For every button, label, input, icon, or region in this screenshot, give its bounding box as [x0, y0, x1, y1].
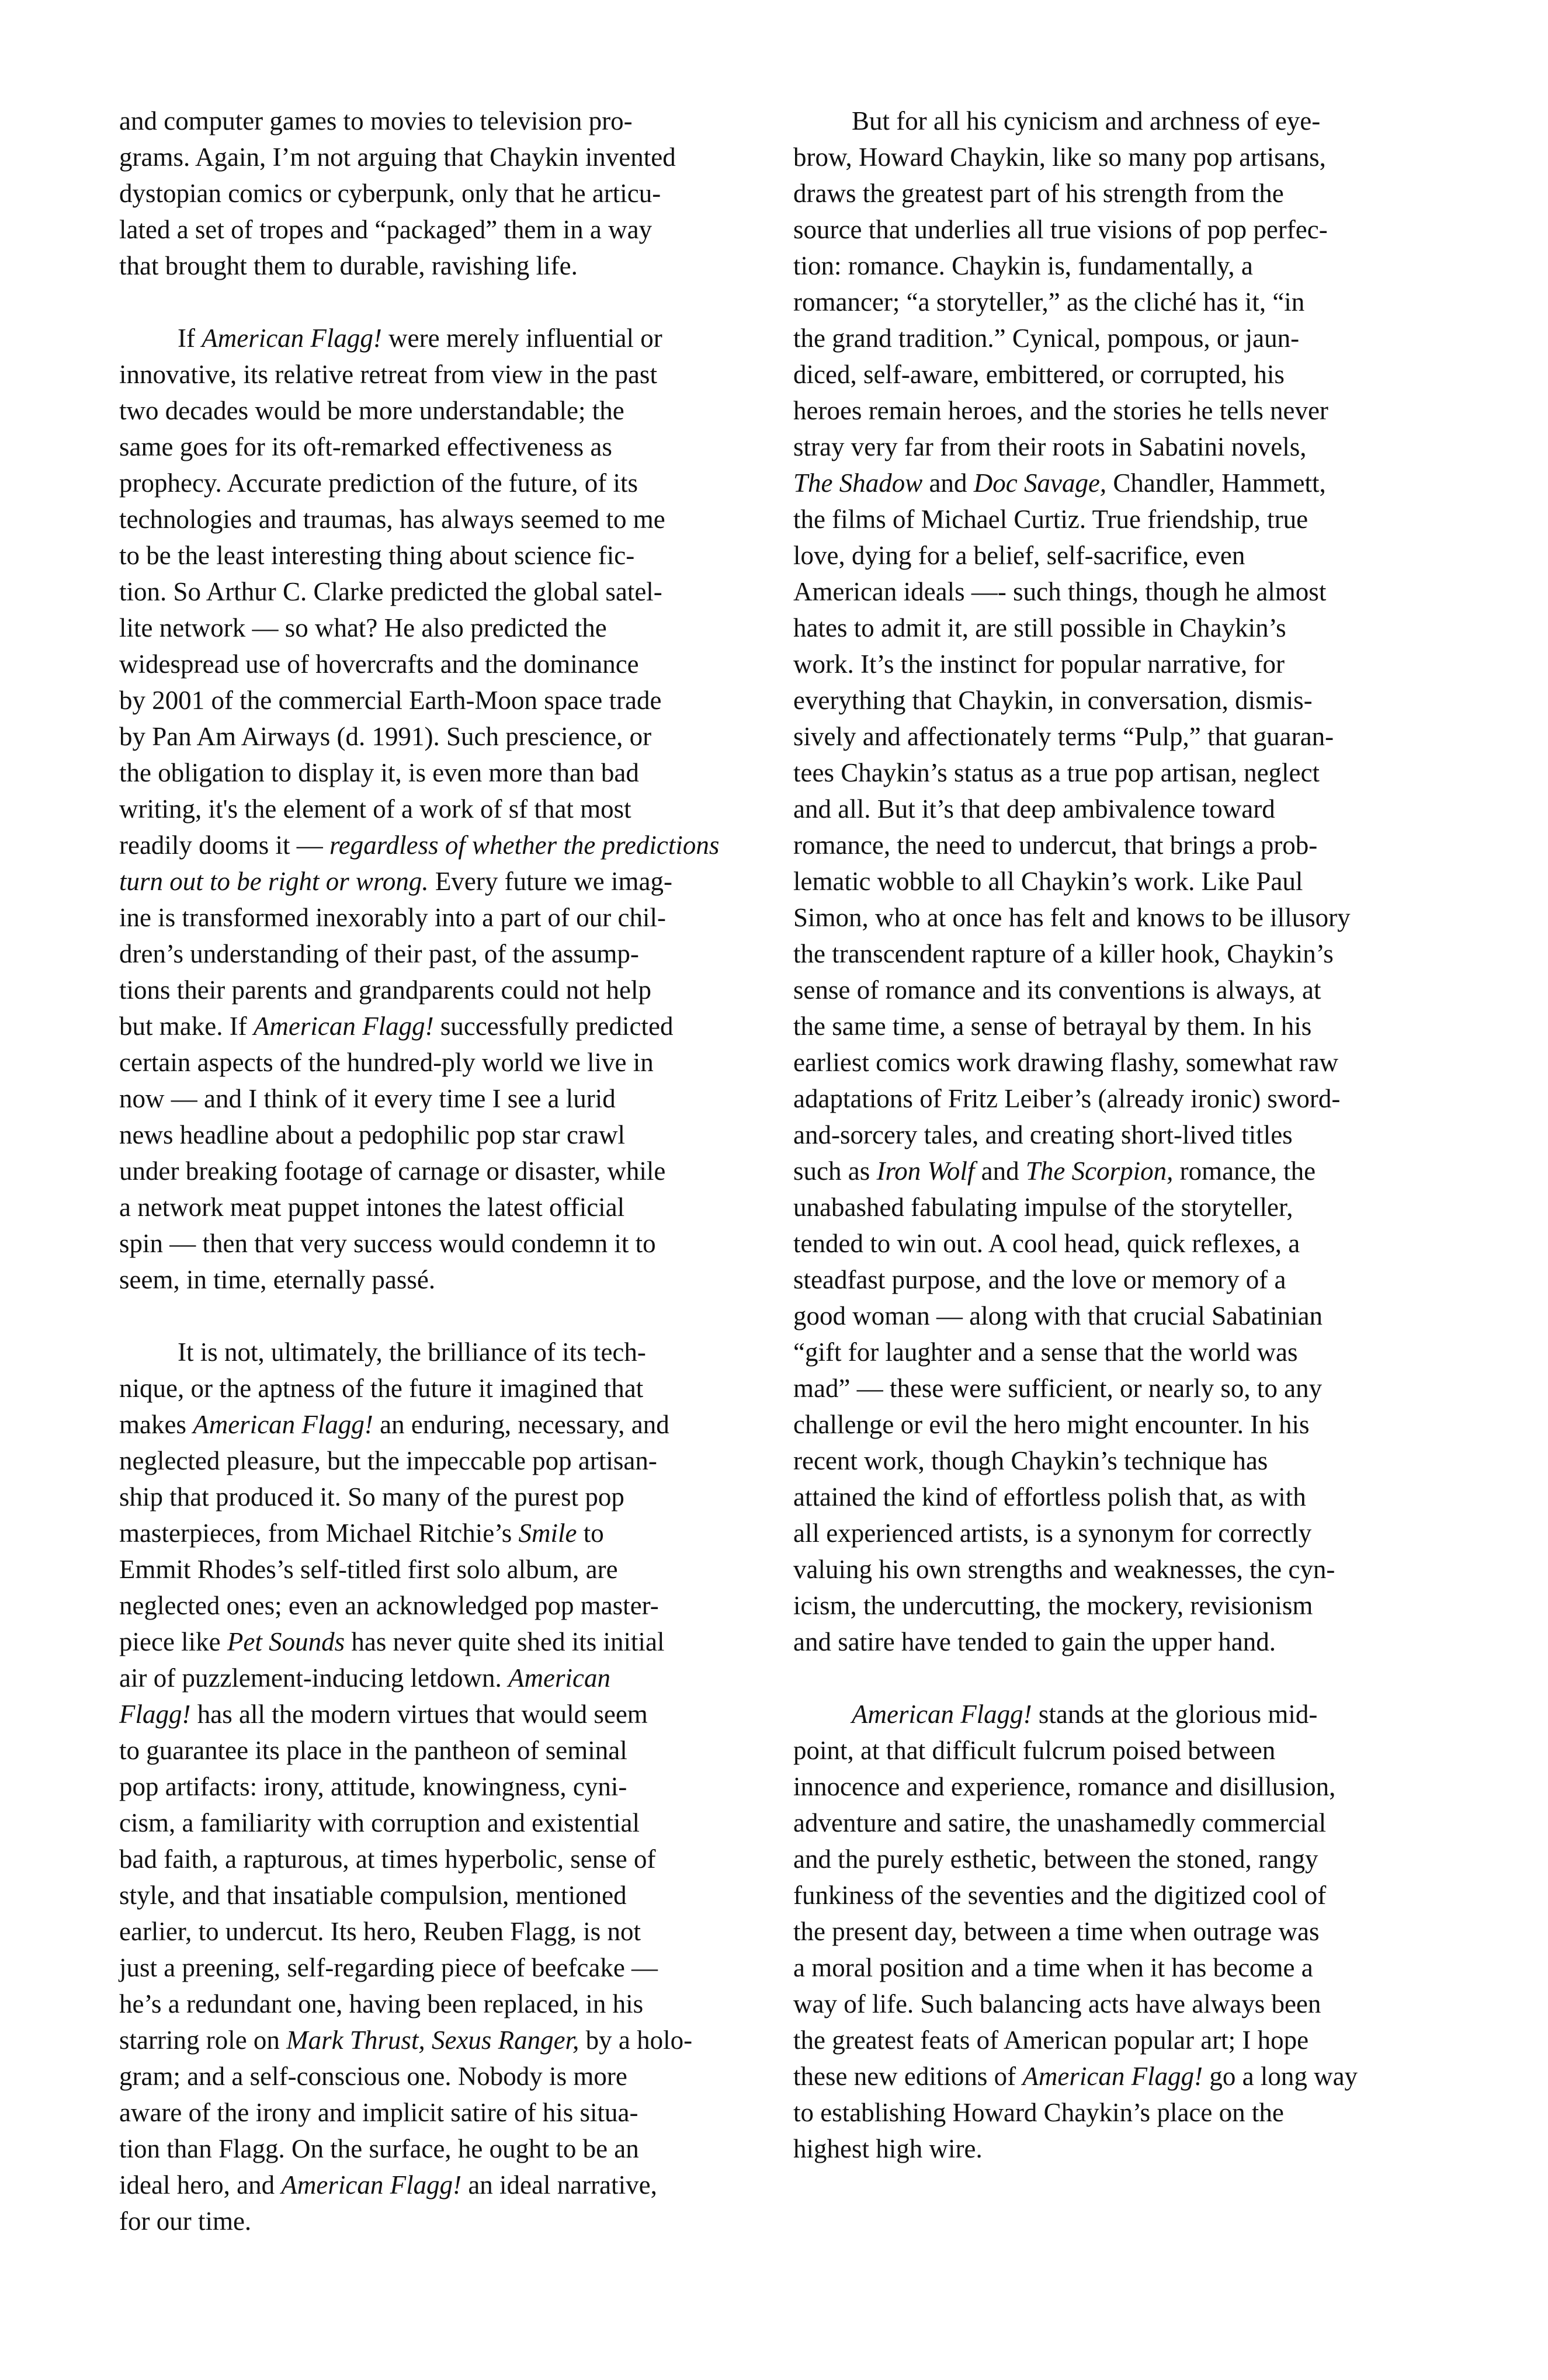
text-line: point, at that difficult fulcrum poised between	[793, 1736, 1276, 1765]
text-line: the present day, between a time when outrage was	[793, 1917, 1320, 1946]
text-line: mad” — these were sufficient, or nearly so, to any	[793, 1374, 1323, 1403]
text-line: good woman — along with that crucial Sabatinian	[793, 1301, 1323, 1330]
text-line: Simon, who at once has felt and knows to be illusory	[793, 903, 1351, 932]
text-line: air of puzzlement-inducing letdown. American	[119, 1663, 610, 1693]
text-line: tees Chaykin’s status as a true pop artisan, neglect	[793, 758, 1320, 787]
text-line: same goes for its oft-remarked effectiveness as	[119, 432, 612, 461]
text-line: funkiness of the seventies and the digitized cool of	[793, 1881, 1327, 1910]
text-line: technologies and traumas, has always seemed to me	[119, 505, 665, 534]
text-line: such as Iron Wolf and The Scorpion, romance, the	[793, 1156, 1316, 1186]
text-line: style, and that insatiable compulsion, mentioned	[119, 1881, 627, 1910]
text-line: highest high wire.	[793, 2134, 983, 2163]
text-line: writing, it's the element of a work of sf that most	[119, 794, 631, 824]
text-line: The Shadow and Doc Savage, Chandler, Hammett,	[793, 468, 1326, 498]
text-line: ideal hero, and American Flagg! an ideal narrative,	[119, 2170, 657, 2200]
paragraph-gap	[793, 1660, 1436, 1696]
text-line: ine is transformed inexorably into a part of our chil-	[119, 903, 666, 932]
text-line: tended to win out. A cool head, quick reflexes, a	[793, 1229, 1300, 1258]
text-line: challenge or evil the hero might encounter. In his	[793, 1410, 1310, 1439]
text-line: that brought them to durable, ravishing life.	[119, 251, 578, 280]
text-line: and the purely esthetic, between the stoned, rangy	[793, 1844, 1318, 1874]
paragraph	[793, 103, 1436, 1660]
text-line: grams. Again, I’m not arguing that Chaykin invented	[119, 143, 676, 172]
text-line: icism, the undercutting, the mockery, revisionism	[793, 1591, 1313, 1620]
text-line: two decades would be more understandable; the	[119, 396, 624, 425]
paragraph	[119, 320, 744, 1298]
text-line: hates to admit it, are still possible in Chaykin’s	[793, 613, 1286, 642]
text-line: tion. So Arthur C. Clarke predicted the global satel-	[119, 577, 662, 606]
text-line: starring role on Mark Thrust, Sexus Ranger, by a holo-	[119, 2025, 693, 2055]
text-line: lematic wobble to all Chaykin’s work. Like Paul	[793, 867, 1303, 896]
text-line: cism, a familiarity with corruption and existential	[119, 1808, 640, 1837]
text-line: for our time.	[119, 2207, 252, 2236]
text-line: earliest comics work drawing flashy, somewhat raw	[793, 1048, 1339, 1077]
text-line: source that underlies all true visions of pop perfec-	[793, 215, 1328, 244]
text-line: the greatest feats of American popular art; I hope	[793, 2025, 1309, 2055]
text-line: tions their parents and grandparents could not help	[119, 975, 652, 1005]
text-line: dren’s understanding of their past, of the assump-	[119, 939, 639, 968]
text-line: valuing his own strengths and weaknesses, the cyn-	[793, 1555, 1335, 1584]
text-line: romance, the need to undercut, that brings a prob-	[793, 831, 1318, 860]
text-line: romancer; “a storyteller,” as the cliché has it, “in	[793, 287, 1305, 317]
text-line: ship that produced it. So many of the purest pop	[119, 1482, 624, 1512]
text-line: way of life. Such balancing acts have always been	[793, 1989, 1321, 2018]
text-line: the grand tradition.” Cynical, pompous, or jaun-	[793, 324, 1300, 353]
text-line: all experienced artists, is a synonym for correctly	[793, 1519, 1312, 1548]
text-line: and satire have tended to gain the upper hand.	[793, 1627, 1276, 1656]
text-line: seem, in time, eternally passé.	[119, 1265, 436, 1294]
text-line: neglected ones; even an acknowledged pop master-	[119, 1591, 659, 1620]
text-line: tion: romance. Chaykin is, fundamentally, a	[793, 251, 1253, 280]
text-line: piece like Pet Sounds has never quite shed its initial	[119, 1627, 665, 1656]
text-line: now — and I think of it every time I see a lurid	[119, 1084, 616, 1113]
paragraph-gap	[119, 284, 744, 320]
text-line: and-sorcery tales, and creating short-lived titles	[793, 1120, 1293, 1149]
text-line: spin — then that very success would condemn it to	[119, 1229, 656, 1258]
paragraph	[119, 103, 744, 284]
text-line: news headline about a pedophilic pop star crawl	[119, 1120, 625, 1149]
text-line: But for all his cynicism and archness of eye-	[852, 106, 1321, 135]
text-line: just a preening, self-regarding piece of beefcake —	[119, 1953, 658, 1982]
text-line: to establishing Howard Chaykin’s place on the	[793, 2098, 1284, 2127]
text-line: a network meat puppet intones the latest official	[119, 1193, 625, 1222]
text-line: prophecy. Accurate prediction of the future, of its	[119, 468, 638, 498]
text-line: dystopian comics or cyberpunk, only that he articu-	[119, 179, 661, 208]
text-line: sense of romance and its conventions is always, at	[793, 975, 1321, 1005]
text-line: bad faith, a rapturous, at times hyperbolic, sense of	[119, 1844, 656, 1874]
text-line: heroes remain heroes, and the stories he tells never	[793, 396, 1328, 425]
paragraph	[793, 1696, 1436, 2167]
text-line: a moral position and a time when it has become a	[793, 1953, 1313, 1982]
text-line: unabashed fabulating impulse of the storyteller,	[793, 1193, 1293, 1222]
text-line: tion than Flagg. On the surface, he ought to be an	[119, 2134, 639, 2163]
text-line: nique, or the aptness of the future it imagined that	[119, 1374, 644, 1403]
left-column	[119, 103, 744, 2239]
text-line: he’s a redundant one, having been replaced, in his	[119, 1989, 644, 2018]
text-line: these new editions of American Flagg! go a long way	[793, 2062, 1358, 2091]
text-line: innovative, its relative retreat from view in the past	[119, 360, 657, 389]
text-line: widespread use of hovercrafts and the dominance	[119, 649, 639, 679]
text-line: earlier, to undercut. Its hero, Reuben Flagg, is not	[119, 1917, 641, 1946]
text-line: the transcendent rapture of a killer hook, Chaykin’s	[793, 939, 1334, 968]
text-line: pop artifacts: irony, attitude, knowingness, cyni-	[119, 1772, 627, 1801]
text-line: American Flagg! stands at the glorious mid-	[852, 1700, 1318, 1729]
text-line: readily dooms it — regardless of whether the predictions	[119, 831, 720, 860]
text-line: gram; and a self-conscious one. Nobody is more	[119, 2062, 627, 2091]
text-line: the obligation to display it, is even more than bad	[119, 758, 639, 787]
text-line: brow, Howard Chaykin, like so many pop artisans,	[793, 143, 1326, 172]
text-line: to be the least interesting thing about science fic-	[119, 541, 635, 570]
text-line: innocence and experience, romance and disillusion,	[793, 1772, 1336, 1801]
text-line: steadfast purpose, and the love or memory of a	[793, 1265, 1286, 1294]
text-line: “gift for laughter and a sense that the world was	[793, 1337, 1298, 1367]
text-line: lite network — so what? He also predicted the	[119, 613, 607, 642]
text-line: by Pan Am Airways (d. 1991). Such prescience, or	[119, 722, 652, 751]
text-line: aware of the irony and implicit satire of his situa-	[119, 2098, 638, 2127]
text-line: Emmit Rhodes’s self-titled first solo album, are	[119, 1555, 618, 1584]
text-line: If American Flagg! were merely influential or	[178, 324, 662, 353]
text-line: but make. If American Flagg! successfully predicted	[119, 1012, 674, 1041]
text-line: attained the kind of effortless polish that, as with	[793, 1482, 1306, 1512]
text-line: American ideals —- such things, though he almost	[793, 577, 1327, 606]
text-line: adaptations of Fritz Leiber’s (already ironic) sword-	[793, 1084, 1341, 1113]
text-line: and all. But it’s that deep ambivalence toward	[793, 794, 1275, 824]
text-line: turn out to be right or wrong. Every future we imag-	[119, 867, 672, 896]
text-line: sively and affectionately terms “Pulp,” that guaran-	[793, 722, 1334, 751]
text-line: love, dying for a belief, self-sacrifice, even	[793, 541, 1245, 570]
text-line: neglected pleasure, but the impeccable pop artisan-	[119, 1446, 657, 1475]
text-line: recent work, though Chaykin’s technique has	[793, 1446, 1268, 1475]
text-line: the same time, a sense of betrayal by them. In his	[793, 1012, 1312, 1041]
text-line: under breaking footage of carnage or disaster, while	[119, 1156, 666, 1186]
text-line: It is not, ultimately, the brilliance of its tech-	[178, 1337, 646, 1367]
text-line: the films of Michael Curtiz. True friendship, true	[793, 505, 1308, 534]
text-line: Flagg! has all the modern virtues that would seem	[119, 1700, 648, 1729]
text-line: draws the greatest part of his strength from the	[793, 179, 1284, 208]
text-line: everything that Chaykin, in conversation, dismis-	[793, 686, 1313, 715]
paragraph-gap	[119, 1298, 744, 1334]
text-line: and computer games to movies to television pro-	[119, 106, 633, 135]
paragraph	[119, 1334, 744, 2239]
text-line: work. It’s the instinct for popular narrative, for	[793, 649, 1285, 679]
text-line: certain aspects of the hundred-ply world we live in	[119, 1048, 654, 1077]
text-line: makes American Flagg! an enduring, necessary, and	[119, 1410, 669, 1439]
text-line: adventure and satire, the unashamedly commercial	[793, 1808, 1327, 1837]
text-line: stray very far from their roots in Sabatini novels,	[793, 432, 1307, 461]
text-line: to guarantee its place in the pantheon of seminal	[119, 1736, 627, 1765]
text-line: masterpieces, from Michael Ritchie’s Smile to	[119, 1519, 604, 1548]
right-column	[793, 103, 1436, 2167]
text-line: lated a set of tropes and “packaged” them in a way	[119, 215, 652, 244]
text-line: diced, self-aware, embittered, or corrupted, his	[793, 360, 1285, 389]
text-line: by 2001 of the commercial Earth-Moon space trade	[119, 686, 662, 715]
